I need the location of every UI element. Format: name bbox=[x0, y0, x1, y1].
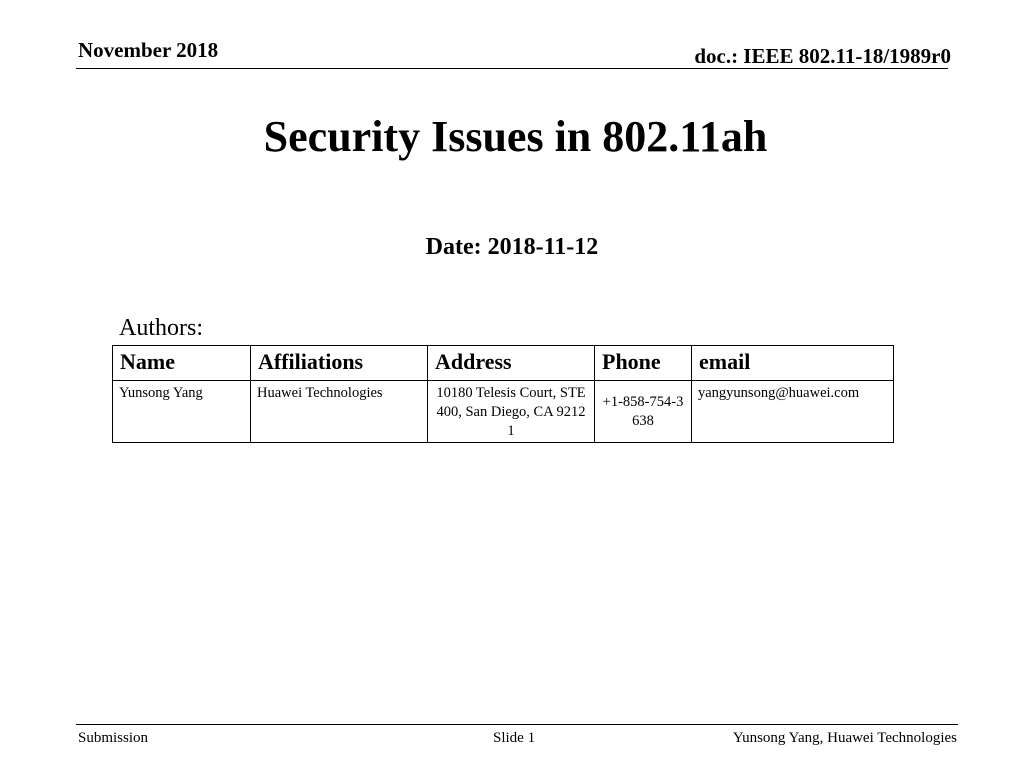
author-email: yangyunsong@huawei.com bbox=[692, 381, 894, 443]
header-date: November 2018 bbox=[78, 38, 219, 62]
author-affiliation: Huawei Technologies bbox=[251, 381, 428, 443]
column-header-email: email bbox=[692, 346, 894, 381]
author-address: 10180 Telesis Court, STE 400, San Diego, CA 92121 bbox=[428, 381, 595, 443]
column-header-phone: Phone bbox=[595, 346, 692, 381]
footer-divider bbox=[76, 724, 958, 725]
footer-author: Yunsong Yang, Huawei Technologies bbox=[732, 730, 957, 746]
footer-slide-number: Slide 1 bbox=[493, 730, 536, 746]
slide-date: Date: 2018-11-12 bbox=[425, 234, 599, 260]
column-header-affiliations: Affiliations bbox=[251, 346, 428, 381]
column-header-address: Address bbox=[428, 346, 595, 381]
header-divider bbox=[76, 68, 948, 69]
author-name: Yunsong Yang bbox=[113, 381, 251, 443]
slide-title: Security Issues in 802.11ah bbox=[263, 112, 768, 161]
footer-submission: Submission bbox=[78, 730, 149, 746]
column-header-name: Name bbox=[113, 346, 251, 381]
authors-label: Authors: bbox=[119, 315, 203, 341]
header-doc-id: doc.: IEEE 802.11-18/1989r0 bbox=[694, 44, 951, 68]
author-phone: +1-858-754-3638 bbox=[595, 381, 692, 443]
authors-table bbox=[112, 345, 894, 443]
table-row bbox=[113, 381, 894, 443]
table-header-row bbox=[113, 346, 894, 381]
